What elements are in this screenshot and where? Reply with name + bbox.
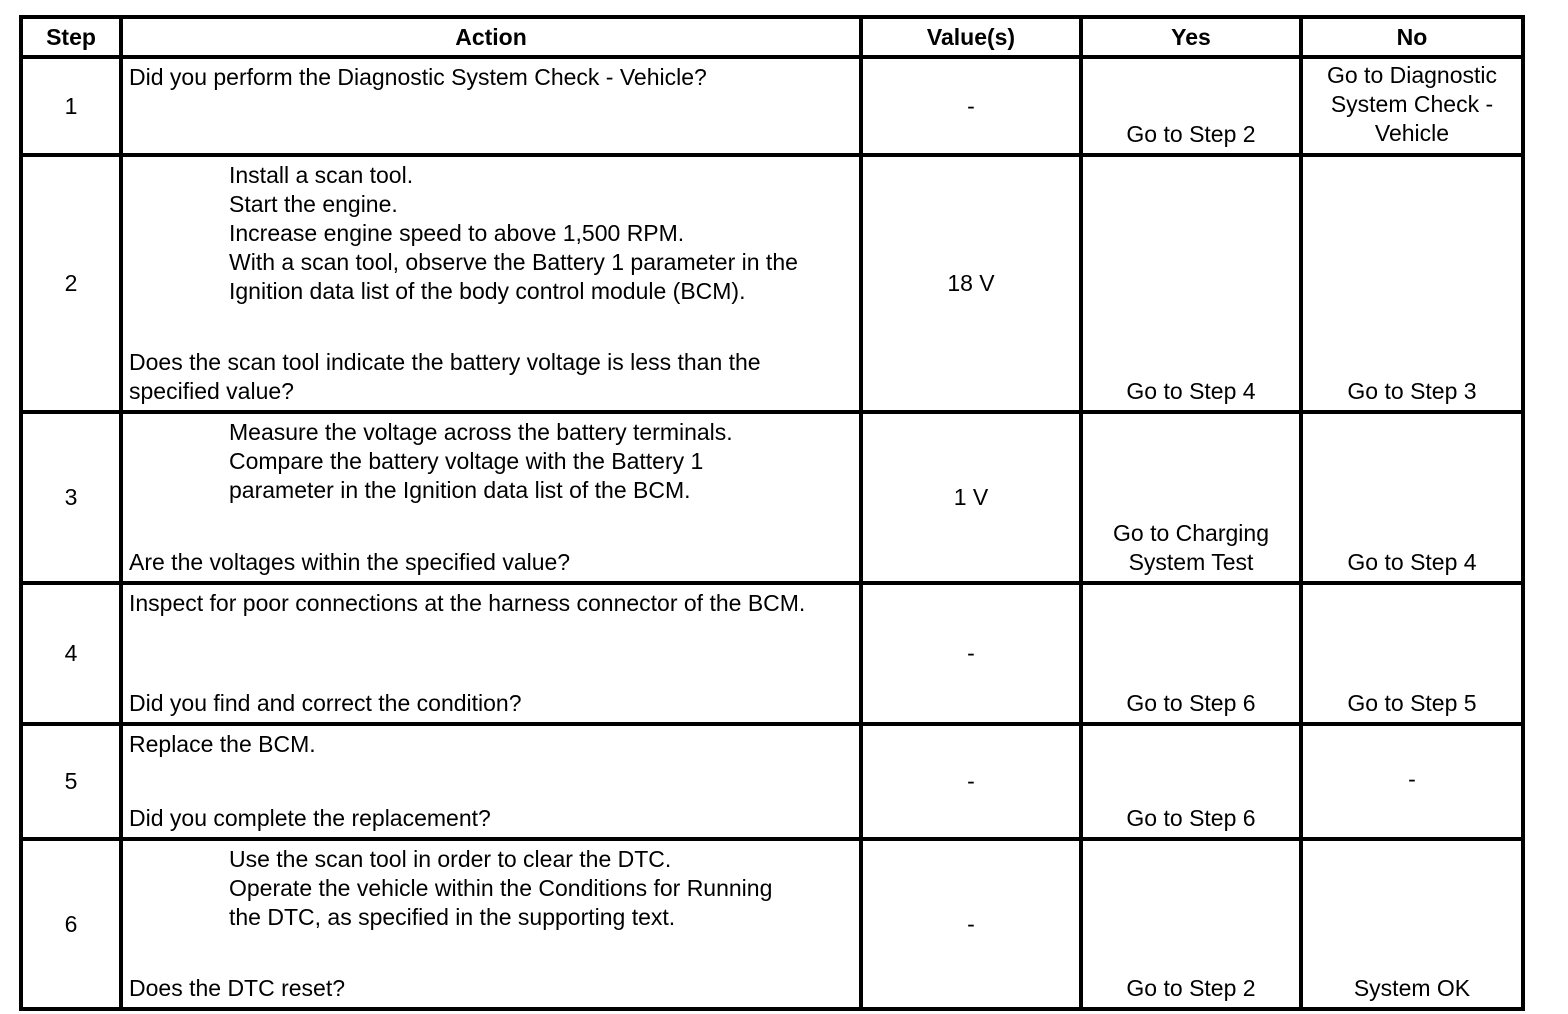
action-steps bbox=[129, 161, 853, 306]
yes-text: Go to Step 2 bbox=[1126, 975, 1256, 1001]
no-text: Go to Step 4 bbox=[1347, 549, 1477, 575]
action-text: Replace the BCM. bbox=[129, 731, 316, 757]
action-text: Inspect for poor connections at the harness connector of the BCM. bbox=[129, 590, 806, 616]
action-steps bbox=[129, 418, 853, 505]
header-yes: Yes bbox=[1081, 17, 1301, 57]
step-number: 3 bbox=[21, 412, 121, 583]
action-question: Does the DTC reset? bbox=[129, 975, 346, 1001]
action-cell bbox=[121, 583, 861, 724]
table-row bbox=[21, 57, 1523, 155]
diagnostic-table bbox=[19, 15, 1525, 1011]
table-row bbox=[21, 412, 1523, 583]
step-number: 4 bbox=[21, 583, 121, 724]
step-number: 2 bbox=[21, 155, 121, 412]
action-question: Did you find and correct the condition? bbox=[129, 690, 522, 716]
value-cell: - bbox=[861, 839, 1081, 1009]
step-number: 6 bbox=[21, 839, 121, 1009]
no-cell bbox=[1301, 57, 1523, 155]
action-step-line: Install a scan tool. bbox=[229, 162, 414, 188]
yes-cell bbox=[1081, 57, 1301, 155]
no-cell bbox=[1301, 583, 1523, 724]
value-cell: 18 V bbox=[861, 155, 1081, 412]
table-header-row bbox=[21, 17, 1523, 57]
no-cell bbox=[1301, 724, 1523, 839]
action-cell bbox=[121, 57, 861, 155]
header-no: No bbox=[1301, 17, 1523, 57]
yes-cell bbox=[1081, 412, 1301, 583]
action-step-line: Compare the battery voltage with the Battery 1 bbox=[229, 448, 704, 474]
no-text: Go to Step 3 bbox=[1347, 378, 1477, 404]
yes-text: Go to Step 4 bbox=[1126, 378, 1256, 404]
action-step-line: parameter in the Ignition data list of the BCM. bbox=[229, 477, 691, 503]
header-step: Step bbox=[21, 17, 121, 57]
no-cell bbox=[1301, 412, 1523, 583]
no-text: Go to Step 5 bbox=[1347, 690, 1477, 716]
action-step-line: Start the engine. bbox=[229, 191, 398, 217]
yes-cell bbox=[1081, 839, 1301, 1009]
yes-cell bbox=[1081, 155, 1301, 412]
action-cell bbox=[121, 155, 861, 412]
yes-text: Go to Charging System Test bbox=[1113, 520, 1269, 575]
action-question: Did you complete the replacement? bbox=[129, 805, 491, 831]
yes-cell bbox=[1081, 583, 1301, 724]
action-step-line: the DTC, as specified in the supporting text. bbox=[229, 904, 676, 930]
action-step-line: Ignition data list of the body control module (BCM). bbox=[229, 278, 746, 304]
no-text: Go to Diagnostic System Check - Vehicle bbox=[1326, 61, 1498, 146]
action-step-line: With a scan tool, observe the Battery 1 parameter in the bbox=[229, 249, 798, 275]
table-row bbox=[21, 583, 1523, 724]
header-action: Action bbox=[121, 17, 861, 57]
yes-text: Go to Step 6 bbox=[1126, 805, 1256, 831]
action-steps bbox=[129, 845, 853, 932]
action-cell bbox=[121, 412, 861, 583]
action-step-line: Measure the voltage across the battery terminals. bbox=[229, 419, 733, 445]
step-number: 1 bbox=[21, 57, 121, 155]
value-cell: - bbox=[861, 583, 1081, 724]
no-text: - bbox=[1408, 766, 1416, 792]
no-cell bbox=[1301, 839, 1523, 1009]
value-cell: - bbox=[861, 724, 1081, 839]
yes-cell bbox=[1081, 724, 1301, 839]
action-step-line: Operate the vehicle within the Conditions for Running bbox=[229, 875, 773, 901]
yes-text: Go to Step 2 bbox=[1126, 121, 1256, 147]
table-row bbox=[21, 839, 1523, 1009]
no-text: System OK bbox=[1353, 975, 1471, 1001]
action-question: Are the voltages within the specified value? bbox=[129, 549, 571, 575]
table-row bbox=[21, 724, 1523, 839]
step-number: 5 bbox=[21, 724, 121, 839]
value-cell: - bbox=[861, 57, 1081, 155]
action-text: Did you perform the Diagnostic System Check - Vehicle? bbox=[129, 64, 707, 90]
action-step-line: Use the scan tool in order to clear the DTC. bbox=[229, 846, 672, 872]
action-cell bbox=[121, 839, 861, 1009]
no-cell bbox=[1301, 155, 1523, 412]
yes-text: Go to Step 6 bbox=[1126, 690, 1256, 716]
value-cell: 1 V bbox=[861, 412, 1081, 583]
action-step-line: Increase engine speed to above 1,500 RPM. bbox=[229, 220, 685, 246]
action-question: Does the scan tool indicate the battery voltage is less than the specified value? bbox=[129, 349, 761, 404]
table-row bbox=[21, 155, 1523, 412]
action-cell bbox=[121, 724, 861, 839]
header-values: Value(s) bbox=[861, 17, 1081, 57]
